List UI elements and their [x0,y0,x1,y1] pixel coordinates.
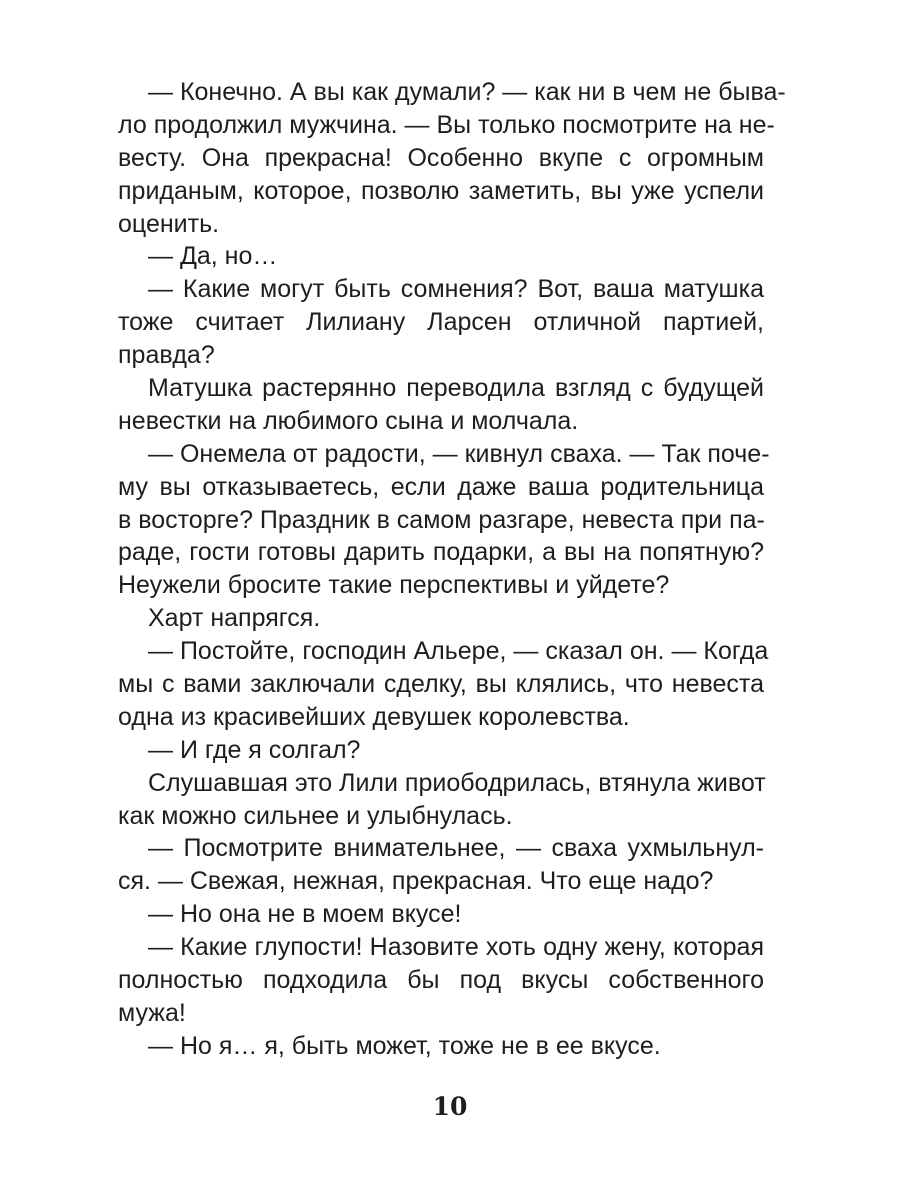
text-line: Харт напрягся. [148,604,321,633]
text-line: весту. Она прекрасна! Особенно вкупе с огромным [118,143,764,172]
page-number: 10 [432,1092,468,1121]
text-line: Неужели бросите такие перспективы и уйдете? [118,571,670,600]
text-line: ло продолжил мужчина. — Вы только посмотрите на не- [118,110,775,139]
paragraph [118,832,764,898]
text-line: — Постойте, господин Альере, — сказал он. — Когда [148,637,769,666]
text-line: в восторге? Праздник в самом разгаре, невеста при па- [118,505,765,534]
text-line: мы с вами заключали сделку, вы клялись, что невеста [118,670,764,699]
text-line: невестки на любимого сына и молчала. [118,406,579,435]
paragraph [118,734,764,767]
paragraph [118,76,786,240]
paragraph [118,931,764,1030]
text-line: — Но я… я, быть может, тоже не в ее вкусе. [148,1031,661,1060]
paragraph [118,273,764,372]
text-line: — Но она не в моем вкусе! [148,900,462,929]
text-line: — И где я солгал? [148,735,361,764]
text-line: правда? [118,341,215,370]
paragraph [118,438,770,602]
body-text [118,76,786,1063]
text-line: одна из красивейших девушек королевства. [118,702,630,731]
text-line: — Какие могут быть сомнения? Вот, ваша матушка [148,275,764,304]
text-line: му вы отказываетесь, если даже ваша родительница [118,472,764,501]
text-line: — Онемела от радости, — кивнул сваха. — Так поче- [148,439,770,468]
text-line: Слушавшая это Лили приободрилась, втянула живот [148,768,766,797]
text-line: раде, гости готовы дарить подарки, а вы на попятную? [118,538,764,567]
text-line: мужа! [118,998,186,1027]
text-line: тоже считает Лилиану Ларсен отличной партией, [118,308,764,337]
paragraph [118,898,764,931]
paragraph [118,602,764,635]
text-line: — Посмотрите внимательнее, — сваха ухмыльнул- [148,834,764,863]
text-line: полностью подходила бы под вкусы собственного [118,966,764,995]
text-line: Матушка растерянно переводила взгляд с будущей [148,374,764,403]
paragraph [118,240,764,273]
paragraph [118,372,764,438]
text-line: — Какие глупости! Назовите хоть одну жену, которая [148,933,764,962]
text-line: оценить. [118,209,220,238]
text-line: — Конечно. А вы как думали? — как ни в чем не быва- [148,78,786,106]
text-line: — Да, но… [148,242,278,271]
text-line: приданым, которое, позволю заметить, вы уже успели [118,176,764,205]
paragraph [118,767,764,833]
paragraph [118,1030,764,1063]
paragraph [118,635,769,734]
text-line: ся. — Свежая, нежная, прекрасная. Что еще надо? [118,867,714,896]
text-line: как можно сильнее и улыбнулась. [118,801,513,830]
